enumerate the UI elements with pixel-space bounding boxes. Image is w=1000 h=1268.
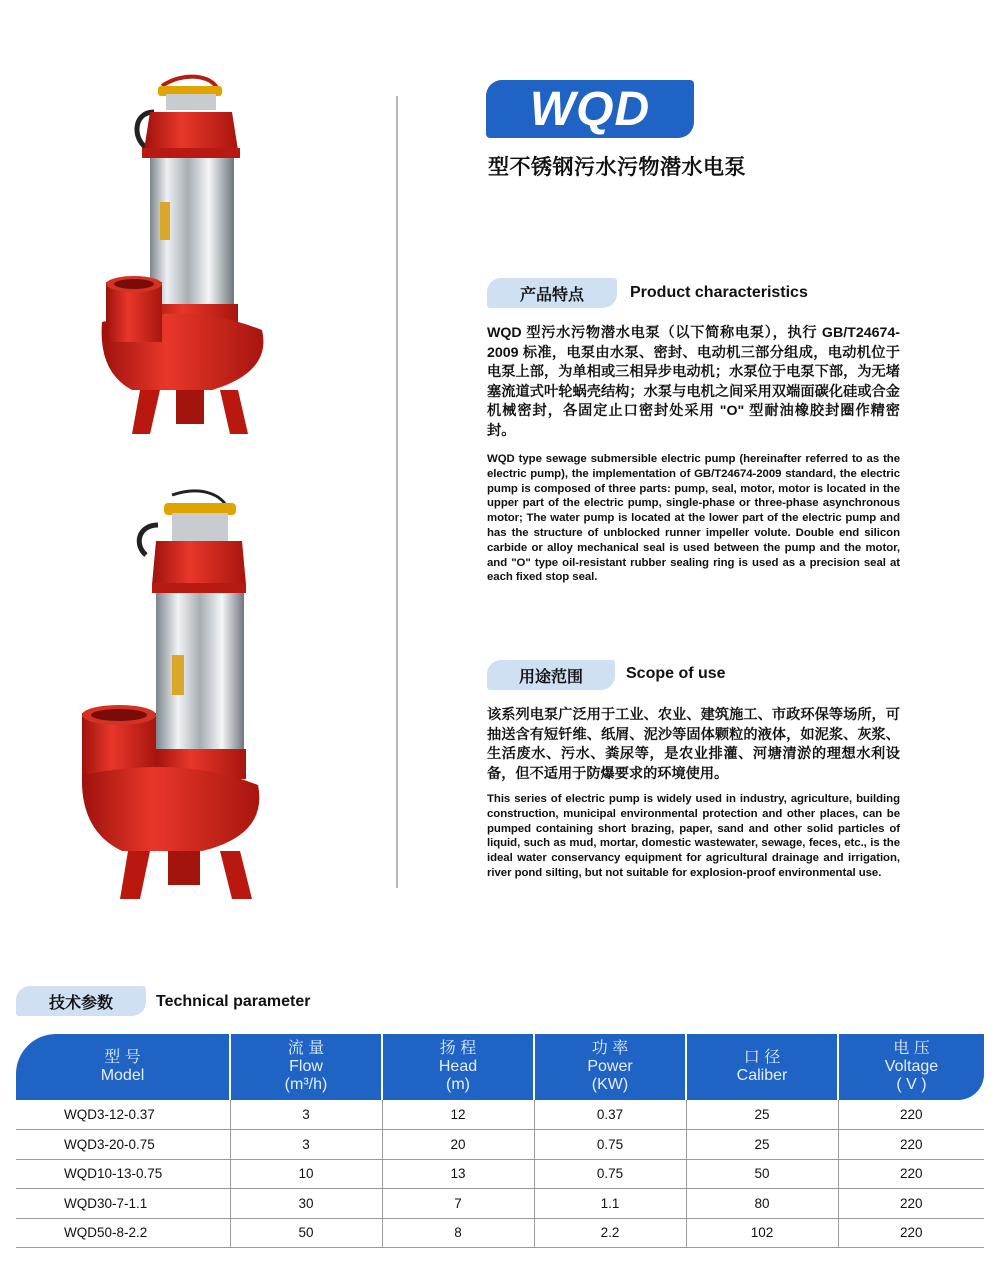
brand-logo-badge (486, 80, 694, 138)
table-row (16, 1100, 984, 1130)
cell-voltage: 220 (838, 1218, 984, 1248)
vertical-divider (396, 96, 398, 888)
cell-power: 0.37 (534, 1100, 686, 1130)
header-head: 扬 程 Head (m) (382, 1034, 534, 1100)
cell-power: 0.75 (534, 1159, 686, 1189)
cell-flow: 3 (230, 1130, 382, 1160)
cell-caliber: 25 (686, 1130, 838, 1160)
cell-flow: 50 (230, 1218, 382, 1248)
cell-voltage: 220 (838, 1189, 984, 1219)
characteristics-text-en: WQD type sewage submersible electric pump (hereinafter referred to as the electric pump), the implementation of GB/T24674-2009 standard, the electric pump is composed of three parts: pump, seal, motor, motor is located in the upper part of the electric pump, single-phase or three-phase asynchronous motor; The water pump is located at the lower part of the electric pump and has the structure of unblocked runner impeller volute. Double end silicon carbide or alloy mechanical seal is used between the pump and the motor, and "O" type oil-resistant rubber sealing ring is used as a precision seal at each fixed stop seal. (487, 453, 900, 584)
cell-caliber: 102 (686, 1218, 838, 1248)
cell-head: 20 (382, 1130, 534, 1160)
cell-flow: 3 (230, 1100, 382, 1130)
section-title-technical: Technical parameter (156, 993, 311, 1010)
cell-voltage: 220 (838, 1159, 984, 1189)
header-caliber: 口 径 Caliber (686, 1034, 838, 1100)
section-title-characteristics: Product characteristics (630, 284, 808, 301)
cell-caliber: 50 (686, 1159, 838, 1189)
cell-power: 1.1 (534, 1189, 686, 1219)
cell-model: WQD3-20-0.75 (16, 1130, 230, 1160)
brand-logo-text: WQD (529, 82, 651, 136)
section-pill-characteristics: 产品特点 (487, 278, 617, 308)
section-pill-scope: 用途范围 (487, 660, 615, 690)
cell-power: 2.2 (534, 1218, 686, 1248)
section-title-scope: Scope of use (626, 665, 726, 682)
table-header-row (16, 1034, 984, 1100)
characteristics-text-cn: WQD 型污水污物潜水电泵（以下简称电泵），执行 GB/T24674-2009 标准，电泵由水泵、密封、电动机三部分组成，电动机位于电泵上部，为单相或三相异步电动机；水泵位于电泵下部，为无堵塞流道式叶轮蜗壳结构；水泵与电机之间采用双端面碳化硅或合金机械密封，各固定止口密封处采用 "O" 型耐油橡胶封圈作精密封。 (487, 325, 900, 439)
cell-head: 13 (382, 1159, 534, 1189)
cell-model: WQD50-8-2.2 (16, 1218, 230, 1248)
cell-head: 8 (382, 1218, 534, 1248)
header-power: 功 率 Power (KW) (534, 1034, 686, 1100)
cell-flow: 30 (230, 1189, 382, 1219)
table-row (16, 1159, 984, 1189)
table-row (16, 1189, 984, 1219)
pump-image-lower (72, 485, 282, 905)
cell-voltage: 220 (838, 1130, 984, 1160)
header-voltage: 电 压 Voltage ( V ) (838, 1034, 984, 1100)
pump-image-upper (92, 72, 292, 442)
header-flow: 流 量 Flow (m³/h) (230, 1034, 382, 1100)
cell-model: WQD10-13-0.75 (16, 1159, 230, 1189)
header-model: 型 号 Model (16, 1034, 230, 1100)
cell-model: WQD30-7-1.1 (16, 1189, 230, 1219)
cell-head: 7 (382, 1189, 534, 1219)
cell-power: 0.75 (534, 1130, 686, 1160)
technical-parameter-table (16, 1034, 984, 1248)
product-subtitle: 型不锈钢污水污物潜水电泵 (488, 156, 746, 179)
cell-caliber: 80 (686, 1189, 838, 1219)
cell-caliber: 25 (686, 1100, 838, 1130)
scope-text-cn: 该系列电泵广泛用于工业、农业、建筑施工、市政环保等场所，可抽送含有短钎维、纸屑、泥沙等固体颗粒的液体，如泥浆、灰浆、生活废水、污水、粪尿等，是农业排灌、河塘清淤的理想水利设备，但不适用于防爆要求的环境使用。 (487, 707, 900, 782)
cell-flow: 10 (230, 1159, 382, 1189)
cell-voltage: 220 (838, 1100, 984, 1130)
cell-model: WQD3-12-0.37 (16, 1100, 230, 1130)
table-row (16, 1130, 984, 1160)
scope-text-en: This series of electric pump is widely used in industry, agriculture, building construction, municipal environmental protection and other places, can be pumped containing short brazing, paper, sand and other solid particles of liquid, such as mud, mortar, domestic wastewater, sewage, feces, etc., is the ideal water conservancy equipment for agricultural drainage and irrigation, river pond silting, but not suitable for explosion-proof environmental use. (487, 793, 900, 879)
cell-head: 12 (382, 1100, 534, 1130)
table-row (16, 1218, 984, 1248)
section-pill-technical: 技术参数 (16, 986, 146, 1016)
